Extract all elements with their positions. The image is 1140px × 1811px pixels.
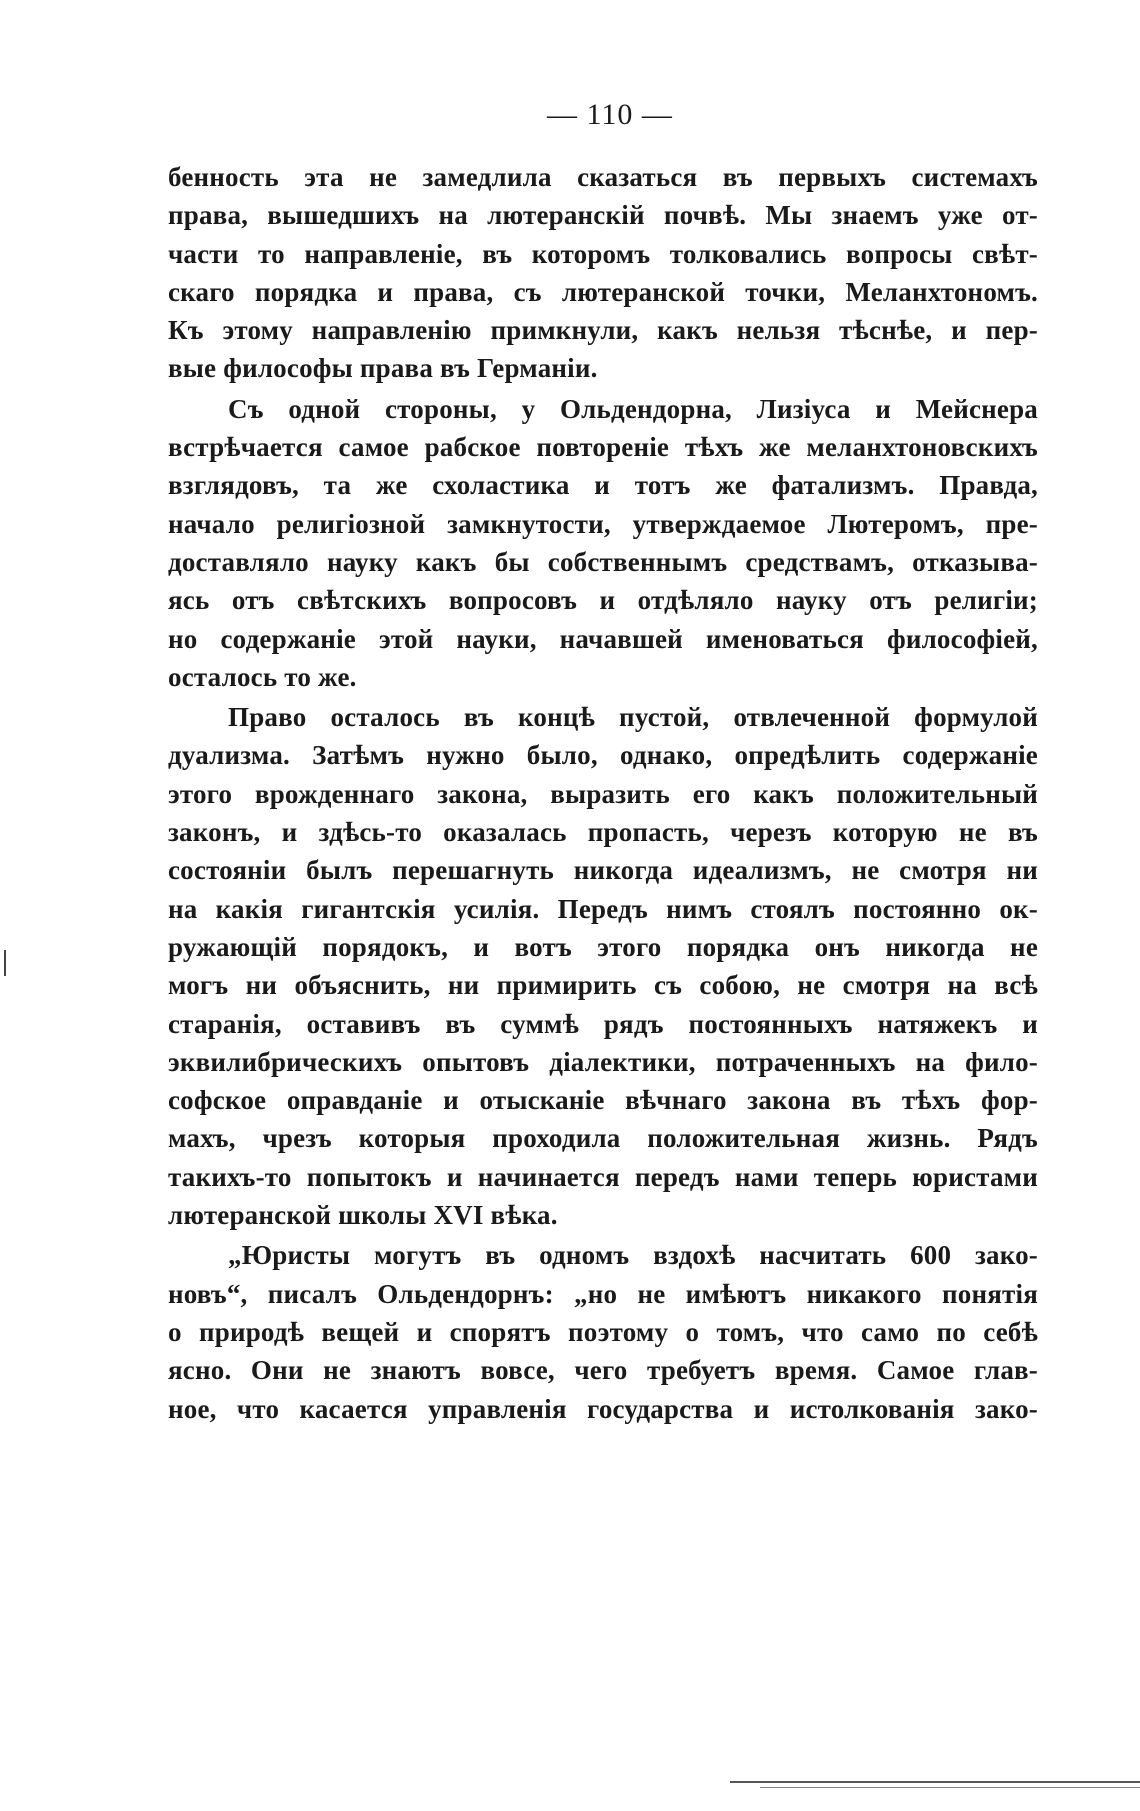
text-line: части то направленіе, въ которомъ толковались вопросы свѣт- [168, 238, 1038, 269]
text-line: старанія, оставивъ въ суммѣ рядъ постоянныхъ натяжекъ и [168, 1008, 1038, 1039]
text-line: могъ ни объяснить, ни примирить съ собою, не смотря на всѣ [168, 970, 1038, 1001]
text-line: дуализма. Затѣмъ нужно было, однако, опредѣлить содержаніе [168, 740, 1038, 771]
scan-edge-line [760, 1787, 1140, 1788]
paragraph-2 [168, 390, 1038, 696]
text-line: этого врожденнаго закона, выразить его какъ положительный [168, 778, 1038, 809]
text-line: законъ, и здѣсь-то оказалась пропасть, черезъ которую не въ [168, 817, 1038, 848]
text-line: эквилибрическихъ опытовъ діалектики, потраченныхъ на фило- [168, 1046, 1038, 1077]
text-line: доставляло науку какъ бы собственнымъ средствамъ, отказыва- [168, 546, 1038, 577]
text-line: софское оправданіе и отысканіе вѣчнаго закона въ тѣхъ фор- [168, 1085, 1038, 1116]
text-line: права, вышедшихъ на лютеранскій почвѣ. Мы знаемъ уже от- [168, 200, 1038, 231]
paragraph-4 [168, 1236, 1038, 1427]
text-line: Съ одной стороны, у Ольдендорна, Лизіуса и Мейснера [228, 393, 1038, 424]
text-line: но содержаніе этой науки, начавшей именоваться философіей, [168, 623, 1038, 654]
scan-edge-line [730, 1781, 1140, 1783]
text-line: бенность эта не замедлила сказаться въ первыхъ системахъ [168, 162, 1038, 192]
scan-margin-mark [4, 950, 6, 976]
text-line: лютеранской школы XVI вѣка. [168, 1200, 558, 1231]
text-line: о природѣ вещей и спорятъ поэтому о томъ, что само по себѣ [168, 1316, 1038, 1347]
text-line: осталось то же. [168, 661, 357, 692]
text-line: ружающій порядокъ, и вотъ этого порядка онъ никогда не [168, 931, 1038, 962]
text-line: ясь отъ свѣтскихъ вопросовъ и отдѣляло науку отъ религіи; [168, 585, 1038, 616]
text-line: состояніи былъ перешагнуть никогда идеализмъ, не смотря ни [168, 855, 1038, 886]
text-line: Къ этому направленію примкнули, какъ нельзя тѣснѣе, и пер- [168, 315, 1038, 346]
paragraph-1 [168, 158, 1038, 388]
text-line: взглядовъ, та же схоластика и тотъ же фатализмъ. Правда, [168, 470, 1038, 501]
text-line: на какія гигантскія усилія. Передъ нимъ стоялъ постоянно ок- [168, 893, 1038, 924]
text-line: ное, что касается управленія государства и истолкованія зако- [168, 1393, 1038, 1424]
text-line: скаго порядка и права, съ лютеранской точки, Меланхтономъ. [168, 276, 1038, 307]
text-line: вые философы права въ Германіи. [168, 353, 598, 384]
text-line: начало религіозной замкнутости, утверждаемое Лютеромъ, пре- [168, 508, 1038, 539]
page-number: — 110 — [547, 98, 673, 131]
body-text [168, 158, 1038, 1428]
text-line: ясно. Они не знаютъ вовсе, чего требуетъ время. Самое глав- [168, 1355, 1038, 1386]
text-line: такихъ-то попытокъ и начинается передъ нами теперь юристами [168, 1161, 1038, 1192]
text-line: встрѣчается самое рабское повтореніе тѣхъ же меланхтоновскихъ [168, 432, 1038, 463]
text-line: „Юристы могутъ въ одномъ вздохѣ насчитать 600 зако- [228, 1240, 1038, 1271]
text-line: махъ, чрезъ которыя проходила положительная жизнь. Рядъ [168, 1123, 1038, 1154]
text-line: Право осталось въ концѣ пустой, отвлеченной формулой [228, 702, 1038, 733]
text-line: новъ“, писалъ Ольдендорнъ: „но не имѣютъ никакого понятія [168, 1278, 1038, 1309]
paragraph-3 [168, 698, 1038, 1234]
